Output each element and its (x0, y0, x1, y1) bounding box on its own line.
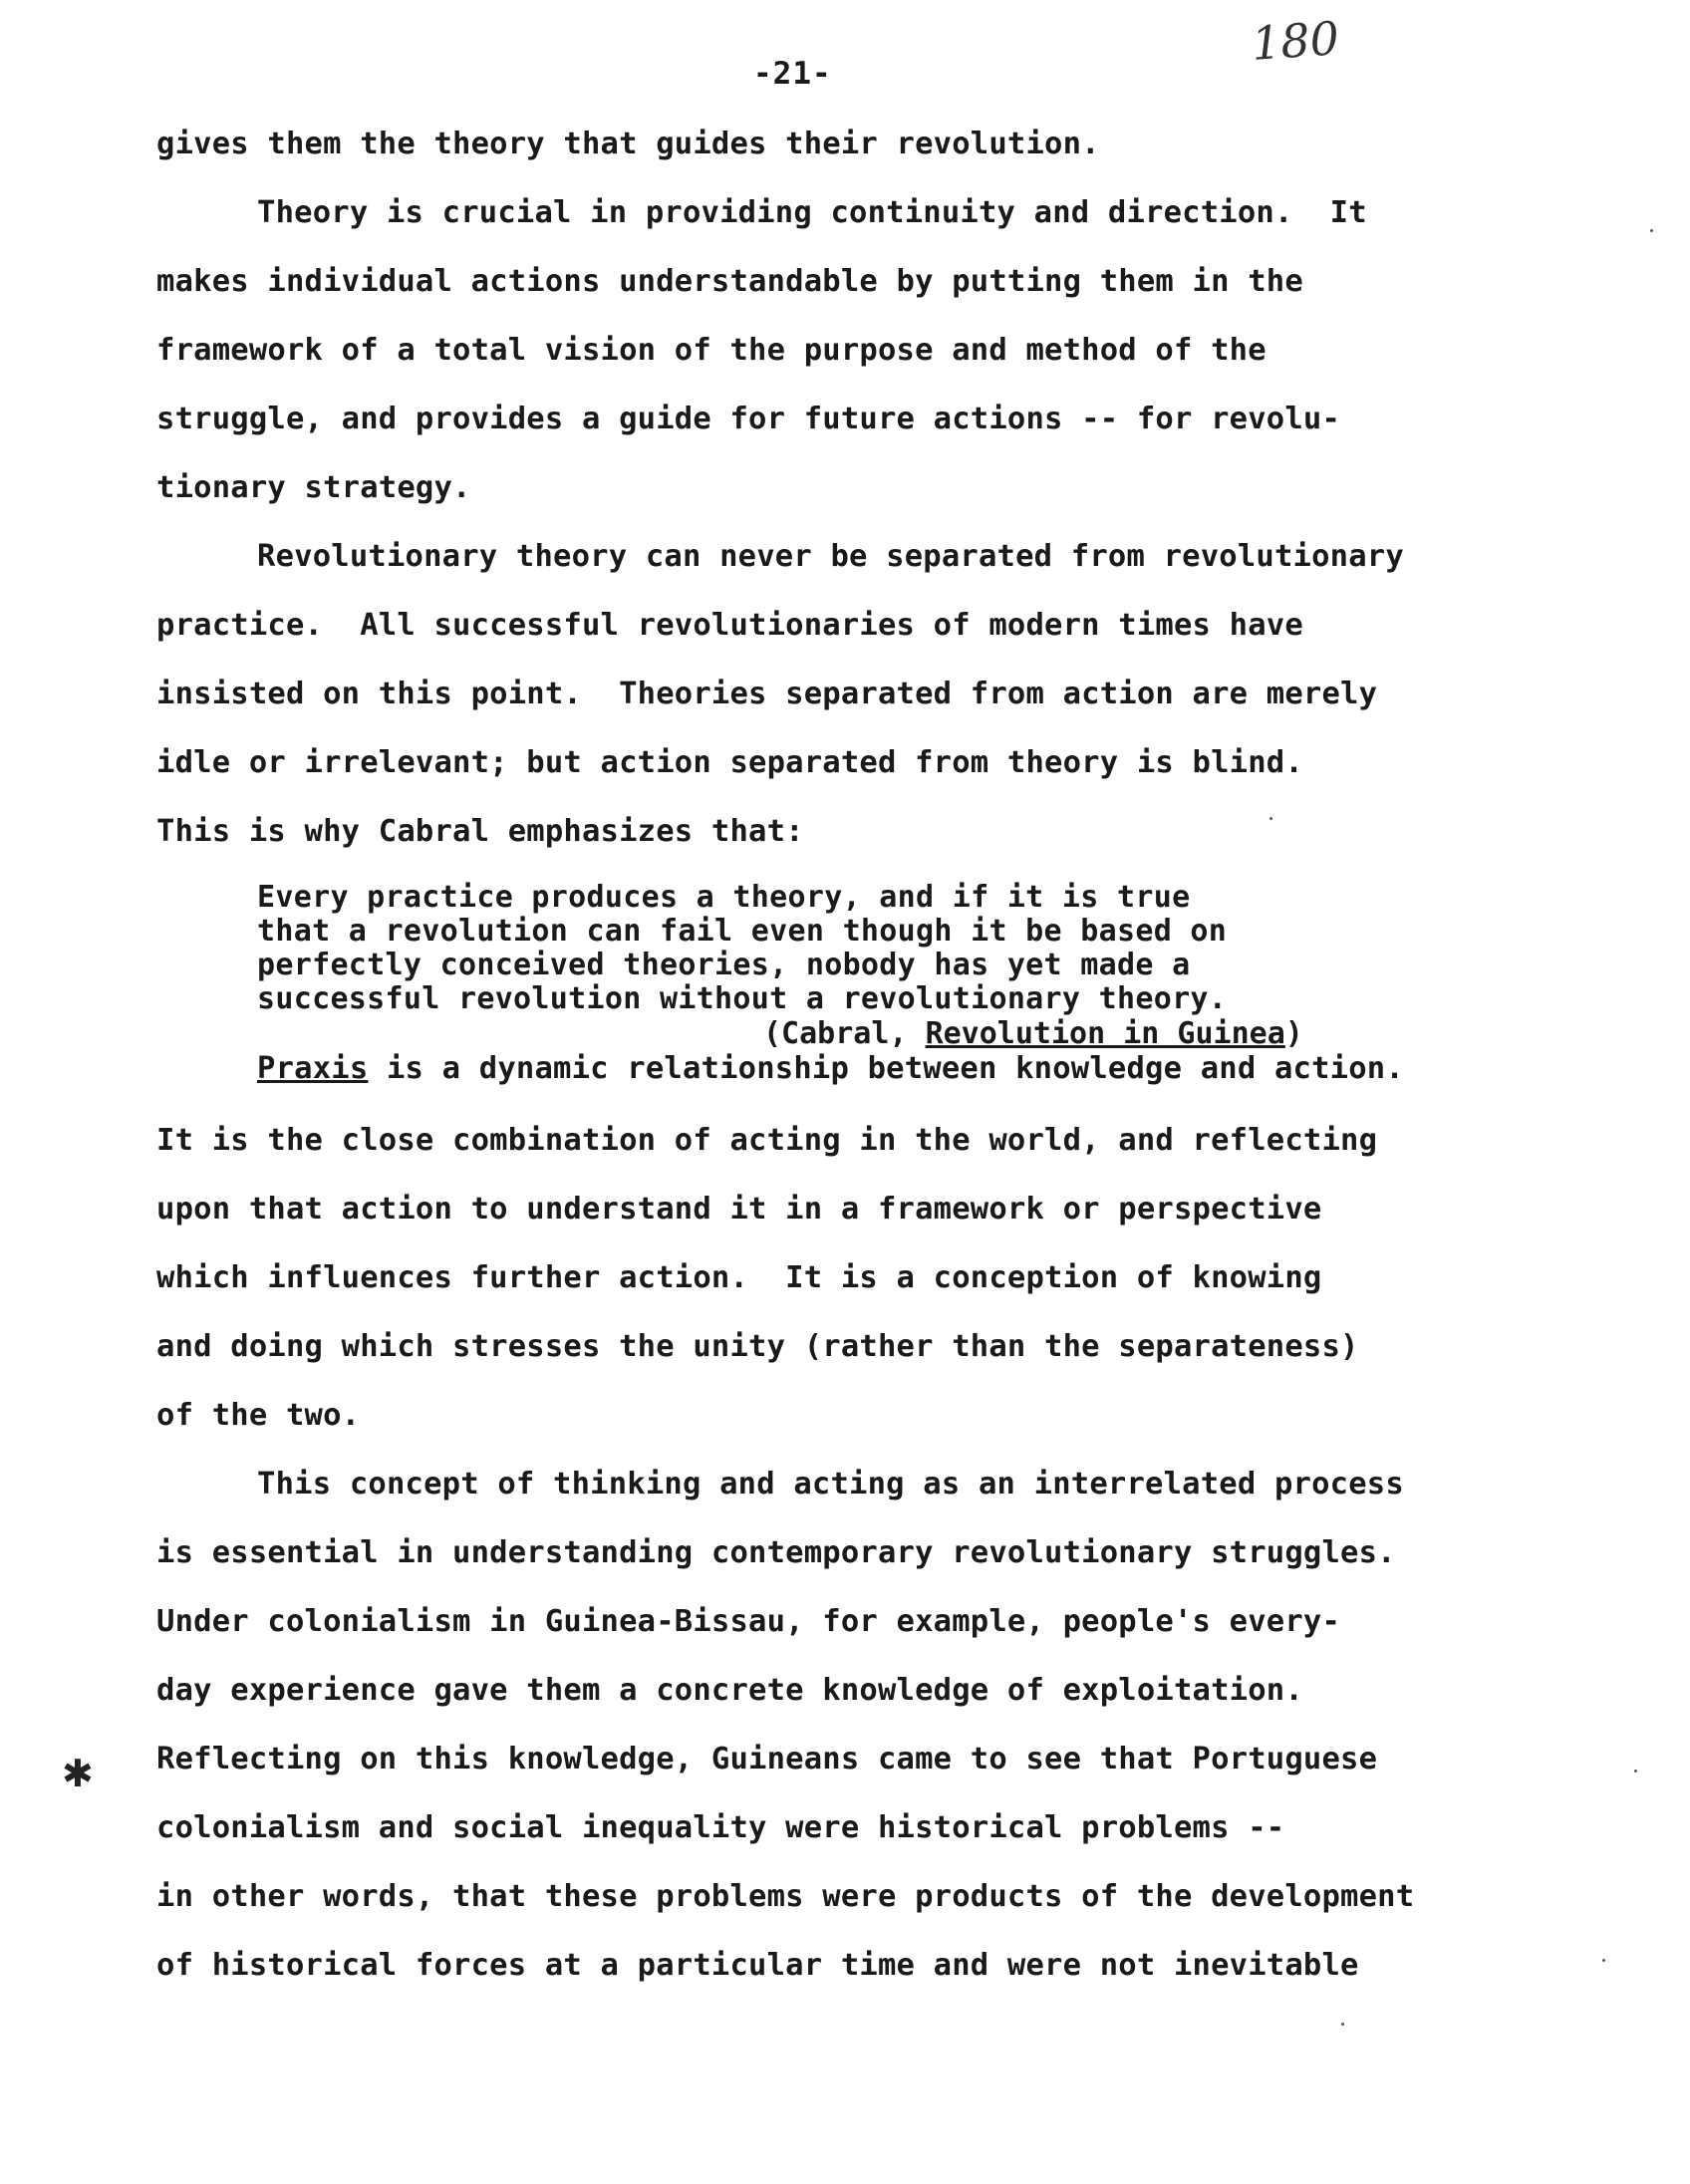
block-quote-line: perfectly conceived theories, nobody has yet made a (257, 948, 1191, 982)
citation-prefix: (Cabral, (763, 1016, 926, 1051)
body-line: is essential in understanding contemporary revolutionary struggles. (156, 1535, 1396, 1570)
body-line: Reflecting on this knowledge, Guineans came to see that Portuguese (156, 1742, 1378, 1776)
body-line: Under colonialism in Guinea-Bissau, for example, people's every- (156, 1604, 1341, 1639)
scan-speck (1341, 2023, 1344, 2026)
block-quote-line: that a revolution can fail even though it be based on (257, 914, 1228, 949)
quote-citation (763, 1016, 1303, 1051)
block-quote-line: successful revolution without a revolutionary theory. (257, 981, 1228, 1016)
body-line: day experience gave them a concrete knowledge of exploitation. (156, 1673, 1303, 1708)
body-line: insisted on this point. Theories separated from action are merely (156, 677, 1378, 711)
margin-asterisk-mark: ✱ (62, 1752, 94, 1795)
scan-speck (1634, 1770, 1637, 1773)
body-line: It is the close combination of acting in the world, and reflecting (156, 1123, 1378, 1158)
body-line: idle or irrelevant; but action separated from theory is blind. (156, 745, 1303, 780)
body-line: upon that action to understand it in a framework or perspective (156, 1192, 1322, 1227)
paragraph-line: Revolutionary theory can never be separated from revolutionary (257, 539, 1404, 574)
body-line: colonialism and social inequality were historical problems -- (156, 1810, 1285, 1845)
citation-suffix: ) (1284, 1016, 1303, 1051)
body-line: of the two. (156, 1398, 361, 1433)
body-line: which influences further action. It is a conception of knowing (156, 1260, 1322, 1295)
handwritten-page-number: 180 (1250, 11, 1341, 71)
block-quote-line: Every practice produces a theory, and if it is true (257, 880, 1191, 915)
scan-speck (1602, 1959, 1605, 1962)
body-line: practice. All successful revolutionaries of modern times have (156, 608, 1303, 643)
praxis-term: Praxis (257, 1051, 369, 1086)
citation-title: Revolution in Guinea (925, 1016, 1285, 1051)
paragraph-line: This concept of thinking and acting as an interrelated process (257, 1467, 1404, 1502)
body-line: tionary strategy. (156, 470, 471, 505)
body-line: makes individual actions understandable by putting them in the (156, 264, 1303, 299)
page-number: -21- (753, 56, 832, 92)
body-line: gives them the theory that guides their revolution. (156, 127, 1100, 161)
scan-speck (1269, 817, 1272, 820)
body-line: framework of a total vision of the purpose and method of the (156, 333, 1267, 368)
body-line: and doing which stresses the unity (rather than the separateness) (156, 1329, 1359, 1364)
paragraph-line: Theory is crucial in providing continuity and direction. It (257, 195, 1367, 230)
praxis-definition: is a dynamic relationship between knowledge and action. (368, 1051, 1404, 1086)
body-line: in other words, that these problems were products of the development (156, 1879, 1415, 1914)
praxis-line (257, 1051, 1404, 1086)
body-line: This is why Cabral emphasizes that: (156, 814, 804, 849)
scan-speck (1650, 229, 1653, 232)
body-line: of historical forces at a particular time and were not inevitable (156, 1948, 1359, 1983)
body-line: struggle, and provides a guide for future actions -- for revolu- (156, 402, 1341, 436)
